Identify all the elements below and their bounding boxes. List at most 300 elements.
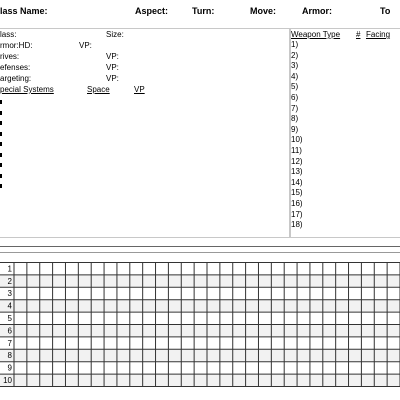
damage-grid-cell[interactable] — [208, 362, 220, 373]
damage-grid-cell[interactable] — [92, 362, 104, 373]
damage-grid-cell[interactable] — [182, 313, 194, 324]
damage-grid-cell[interactable] — [285, 362, 297, 373]
damage-grid-cell[interactable] — [169, 350, 181, 361]
damage-grid-cell[interactable] — [272, 325, 284, 336]
damage-grid-cell[interactable] — [169, 275, 181, 286]
damage-grid-cell[interactable] — [169, 300, 181, 311]
damage-grid-cell[interactable] — [15, 337, 27, 348]
damage-grid-cell[interactable] — [208, 288, 220, 299]
damage-grid-cell[interactable] — [15, 375, 27, 386]
damage-grid-cell[interactable] — [375, 325, 387, 336]
damage-grid-cell[interactable] — [298, 288, 310, 299]
damage-grid-cell[interactable] — [118, 300, 130, 311]
damage-grid-cell[interactable] — [118, 375, 130, 386]
damage-grid-cell[interactable] — [234, 350, 246, 361]
damage-grid-cell[interactable] — [66, 375, 78, 386]
damage-grid-cell[interactable] — [15, 300, 27, 311]
damage-grid-cell[interactable] — [272, 375, 284, 386]
damage-grid-cell[interactable] — [28, 350, 40, 361]
damage-grid-cell[interactable] — [157, 313, 169, 324]
damage-grid-cell[interactable] — [285, 288, 297, 299]
damage-grid-cell[interactable] — [28, 325, 40, 336]
damage-grid-cell[interactable] — [182, 375, 194, 386]
damage-grid-cell[interactable] — [311, 375, 323, 386]
damage-grid-cell[interactable] — [157, 337, 169, 348]
damage-grid-cell[interactable] — [298, 263, 310, 274]
damage-grid-cell[interactable] — [350, 313, 362, 324]
damage-grid-cell[interactable] — [221, 325, 233, 336]
damage-grid-cell[interactable] — [324, 275, 336, 286]
damage-grid-cell[interactable] — [54, 350, 66, 361]
damage-grid-cell[interactable] — [221, 375, 233, 386]
damage-grid-cell[interactable] — [298, 375, 310, 386]
damage-grid-cell[interactable] — [79, 275, 91, 286]
damage-grid-cell[interactable] — [311, 275, 323, 286]
damage-grid-cell[interactable] — [221, 263, 233, 274]
damage-grid-cell[interactable] — [15, 313, 27, 324]
damage-grid-cell[interactable] — [234, 313, 246, 324]
damage-grid-cell[interactable] — [298, 350, 310, 361]
damage-grid-cell[interactable] — [337, 350, 349, 361]
damage-grid-cell[interactable] — [311, 337, 323, 348]
damage-grid-cell[interactable] — [195, 375, 207, 386]
damage-grid-cell[interactable] — [259, 300, 271, 311]
damage-grid-cell[interactable] — [92, 350, 104, 361]
damage-grid-cell[interactable] — [66, 325, 78, 336]
damage-grid-cell[interactable] — [54, 263, 66, 274]
damage-grid-cell[interactable] — [221, 300, 233, 311]
damage-grid-cell[interactable] — [92, 325, 104, 336]
damage-grid-cell[interactable] — [375, 275, 387, 286]
damage-grid-cell[interactable] — [311, 313, 323, 324]
damage-grid-cell[interactable] — [144, 275, 156, 286]
damage-grid-cell[interactable] — [298, 362, 310, 373]
damage-grid-cell[interactable] — [298, 325, 310, 336]
damage-grid-cell[interactable] — [41, 375, 53, 386]
damage-grid-cell[interactable] — [195, 362, 207, 373]
damage-grid-cell[interactable] — [324, 375, 336, 386]
damage-grid-cell[interactable] — [131, 313, 143, 324]
damage-grid-cell[interactable] — [15, 350, 27, 361]
damage-grid-cell[interactable] — [169, 337, 181, 348]
damage-grid-cell[interactable] — [324, 313, 336, 324]
damage-grid-cell[interactable] — [350, 337, 362, 348]
damage-grid-cell[interactable] — [388, 362, 400, 373]
damage-grid-cell[interactable] — [144, 337, 156, 348]
damage-grid-cell[interactable] — [54, 375, 66, 386]
damage-grid-cell[interactable] — [105, 337, 117, 348]
damage-grid-cell[interactable] — [272, 300, 284, 311]
damage-grid-cell[interactable] — [41, 275, 53, 286]
damage-grid-cell[interactable] — [182, 288, 194, 299]
damage-grid-cell[interactable] — [105, 375, 117, 386]
damage-grid-cell[interactable] — [157, 263, 169, 274]
damage-grid-cell[interactable] — [169, 288, 181, 299]
damage-grid-cell[interactable] — [388, 375, 400, 386]
damage-grid-cell[interactable] — [388, 263, 400, 274]
damage-grid-cell[interactable] — [350, 350, 362, 361]
damage-grid-cell[interactable] — [28, 300, 40, 311]
damage-grid-cell[interactable] — [247, 300, 259, 311]
damage-grid-cell[interactable] — [118, 350, 130, 361]
damage-grid-cell[interactable] — [92, 263, 104, 274]
damage-grid-cell[interactable] — [311, 362, 323, 373]
damage-grid-cell[interactable] — [375, 362, 387, 373]
damage-grid-cell[interactable] — [234, 362, 246, 373]
damage-grid-cell[interactable] — [337, 263, 349, 274]
damage-grid-cell[interactable] — [298, 300, 310, 311]
damage-grid-cell[interactable] — [362, 313, 374, 324]
damage-grid-cell[interactable] — [259, 288, 271, 299]
damage-grid-cell[interactable] — [259, 362, 271, 373]
damage-grid-cell[interactable] — [79, 313, 91, 324]
damage-grid-cell[interactable] — [41, 300, 53, 311]
damage-grid-cell[interactable] — [131, 375, 143, 386]
damage-grid-cell[interactable] — [144, 288, 156, 299]
damage-grid-cell[interactable] — [79, 375, 91, 386]
damage-grid-cell[interactable] — [41, 350, 53, 361]
damage-grid-cell[interactable] — [272, 350, 284, 361]
damage-grid-cell[interactable] — [79, 263, 91, 274]
damage-grid-cell[interactable] — [311, 263, 323, 274]
damage-grid-cell[interactable] — [66, 350, 78, 361]
damage-grid-cell[interactable] — [324, 263, 336, 274]
damage-grid-cell[interactable] — [247, 337, 259, 348]
damage-grid-cell[interactable] — [118, 288, 130, 299]
damage-grid-cell[interactable] — [272, 337, 284, 348]
damage-grid-cell[interactable] — [362, 325, 374, 336]
damage-grid-cell[interactable] — [79, 288, 91, 299]
damage-grid-cell[interactable] — [15, 275, 27, 286]
damage-grid-cell[interactable] — [234, 300, 246, 311]
damage-grid-cell[interactable] — [324, 350, 336, 361]
damage-grid-cell[interactable] — [28, 275, 40, 286]
damage-grid-cell[interactable] — [324, 362, 336, 373]
damage-grid-cell[interactable] — [79, 337, 91, 348]
damage-grid-cell[interactable] — [92, 375, 104, 386]
damage-grid-cell[interactable] — [66, 362, 78, 373]
damage-grid-cell[interactable] — [208, 275, 220, 286]
damage-grid-cell[interactable] — [144, 350, 156, 361]
damage-grid-cell[interactable] — [362, 337, 374, 348]
damage-grid-cell[interactable] — [388, 337, 400, 348]
damage-grid-cell[interactable] — [234, 275, 246, 286]
damage-grid-cell[interactable] — [28, 288, 40, 299]
damage-grid-cell[interactable] — [195, 337, 207, 348]
damage-grid-cell[interactable] — [375, 300, 387, 311]
damage-grid-cell[interactable] — [118, 313, 130, 324]
damage-grid-cell[interactable] — [41, 313, 53, 324]
damage-grid-cell[interactable] — [298, 313, 310, 324]
damage-grid-cell[interactable] — [182, 362, 194, 373]
damage-grid-cell[interactable] — [15, 263, 27, 274]
damage-grid-cell[interactable] — [350, 362, 362, 373]
damage-grid-cell[interactable] — [131, 263, 143, 274]
damage-grid-cell[interactable] — [131, 300, 143, 311]
damage-grid-cell[interactable] — [157, 375, 169, 386]
damage-grid-cell[interactable] — [131, 275, 143, 286]
damage-grid-cell[interactable] — [157, 350, 169, 361]
damage-grid-cell[interactable] — [195, 350, 207, 361]
damage-grid-cell[interactable] — [375, 350, 387, 361]
damage-grid-cell[interactable] — [337, 275, 349, 286]
damage-grid-cell[interactable] — [92, 313, 104, 324]
damage-grid-cell[interactable] — [208, 263, 220, 274]
damage-grid-cell[interactable] — [182, 337, 194, 348]
damage-grid-cell[interactable] — [157, 325, 169, 336]
damage-grid-cell[interactable] — [298, 275, 310, 286]
damage-grid-cell[interactable] — [131, 350, 143, 361]
damage-grid-cell[interactable] — [247, 288, 259, 299]
damage-grid-cell[interactable] — [131, 337, 143, 348]
damage-grid-cell[interactable] — [144, 325, 156, 336]
damage-grid-cell[interactable] — [247, 275, 259, 286]
damage-grid-cell[interactable] — [247, 362, 259, 373]
damage-grid-cell[interactable] — [105, 313, 117, 324]
damage-grid-cell[interactable] — [144, 362, 156, 373]
damage-grid-cell[interactable] — [131, 362, 143, 373]
damage-grid-cell[interactable] — [375, 375, 387, 386]
damage-grid-cell[interactable] — [272, 313, 284, 324]
damage-grid-cell[interactable] — [375, 288, 387, 299]
damage-grid-cell[interactable] — [182, 275, 194, 286]
damage-grid-cell[interactable] — [362, 288, 374, 299]
damage-grid-cell[interactable] — [15, 362, 27, 373]
damage-grid-cell[interactable] — [144, 313, 156, 324]
damage-grid-cell[interactable] — [259, 375, 271, 386]
damage-grid-cell[interactable] — [28, 263, 40, 274]
damage-grid-cell[interactable] — [272, 288, 284, 299]
damage-grid-cell[interactable] — [195, 313, 207, 324]
damage-grid-cell[interactable] — [350, 288, 362, 299]
damage-grid-cell[interactable] — [195, 300, 207, 311]
damage-grid-cell[interactable] — [350, 275, 362, 286]
damage-grid-cell[interactable] — [362, 350, 374, 361]
damage-grid-cell[interactable] — [105, 275, 117, 286]
damage-grid-cell[interactable] — [272, 275, 284, 286]
damage-grid-cell[interactable] — [144, 300, 156, 311]
damage-grid-cell[interactable] — [182, 263, 194, 274]
damage-grid-cell[interactable] — [105, 362, 117, 373]
damage-grid-cell[interactable] — [259, 275, 271, 286]
damage-grid-cell[interactable] — [208, 337, 220, 348]
damage-grid-cell[interactable] — [66, 263, 78, 274]
damage-grid-cell[interactable] — [221, 288, 233, 299]
damage-grid-cell[interactable] — [66, 300, 78, 311]
damage-grid-cell[interactable] — [144, 263, 156, 274]
damage-grid-cell[interactable] — [221, 350, 233, 361]
damage-grid-cell[interactable] — [285, 263, 297, 274]
damage-grid-cell[interactable] — [118, 362, 130, 373]
damage-grid-cell[interactable] — [259, 263, 271, 274]
damage-grid-cell[interactable] — [105, 325, 117, 336]
damage-grid-cell[interactable] — [221, 362, 233, 373]
damage-grid-cell[interactable] — [337, 288, 349, 299]
damage-grid-cell[interactable] — [92, 275, 104, 286]
damage-grid-cell[interactable] — [375, 263, 387, 274]
damage-grid-cell[interactable] — [311, 288, 323, 299]
damage-grid-cell[interactable] — [28, 313, 40, 324]
damage-grid-cell[interactable] — [234, 337, 246, 348]
damage-grid-cell[interactable] — [388, 300, 400, 311]
damage-grid-cell[interactable] — [375, 313, 387, 324]
damage-grid-cell[interactable] — [285, 275, 297, 286]
damage-grid-cell[interactable] — [350, 263, 362, 274]
damage-grid-cell[interactable] — [79, 362, 91, 373]
damage-grid-cell[interactable] — [259, 313, 271, 324]
damage-grid-cell[interactable] — [54, 288, 66, 299]
damage-grid-cell[interactable] — [41, 288, 53, 299]
damage-grid-cell[interactable] — [157, 300, 169, 311]
damage-grid-cell[interactable] — [259, 325, 271, 336]
damage-grid-cell[interactable] — [92, 288, 104, 299]
damage-grid-cell[interactable] — [41, 362, 53, 373]
damage-grid-cell[interactable] — [54, 275, 66, 286]
damage-grid-cell[interactable] — [362, 375, 374, 386]
damage-grid-cell[interactable] — [92, 337, 104, 348]
damage-grid-cell[interactable] — [182, 325, 194, 336]
damage-grid-cell[interactable] — [362, 300, 374, 311]
damage-grid-cell[interactable] — [247, 325, 259, 336]
damage-grid-cell[interactable] — [54, 362, 66, 373]
damage-grid-cell[interactable] — [131, 325, 143, 336]
damage-grid-cell[interactable] — [337, 300, 349, 311]
damage-grid-cell[interactable] — [92, 300, 104, 311]
damage-grid-cell[interactable] — [324, 288, 336, 299]
damage-grid-cell[interactable] — [105, 350, 117, 361]
damage-grid-cell[interactable] — [41, 337, 53, 348]
damage-grid-cell[interactable] — [285, 313, 297, 324]
damage-grid-cell[interactable] — [234, 263, 246, 274]
damage-grid-cell[interactable] — [272, 362, 284, 373]
damage-grid-cell[interactable] — [375, 337, 387, 348]
damage-grid-cell[interactable] — [247, 263, 259, 274]
damage-grid-cell[interactable] — [259, 350, 271, 361]
damage-grid-cell[interactable] — [208, 375, 220, 386]
damage-grid-cell[interactable] — [337, 325, 349, 336]
damage-grid-cell[interactable] — [105, 263, 117, 274]
damage-grid-cell[interactable] — [157, 288, 169, 299]
damage-grid-cell[interactable] — [247, 375, 259, 386]
damage-grid-cell[interactable] — [118, 325, 130, 336]
damage-grid-cell[interactable] — [388, 288, 400, 299]
damage-grid-cell[interactable] — [285, 300, 297, 311]
damage-grid-cell[interactable] — [54, 337, 66, 348]
damage-grid-cell[interactable] — [157, 275, 169, 286]
damage-grid-cell[interactable] — [169, 362, 181, 373]
damage-grid-cell[interactable] — [350, 375, 362, 386]
damage-grid-cell[interactable] — [285, 337, 297, 348]
damage-grid-cell[interactable] — [105, 288, 117, 299]
damage-grid-cell[interactable] — [337, 375, 349, 386]
damage-grid-cell[interactable] — [54, 313, 66, 324]
damage-grid-cell[interactable] — [311, 300, 323, 311]
damage-grid-cell[interactable] — [311, 325, 323, 336]
damage-grid-cell[interactable] — [195, 275, 207, 286]
damage-grid-cell[interactable] — [157, 362, 169, 373]
damage-grid-cell[interactable] — [118, 263, 130, 274]
damage-grid-cell[interactable] — [362, 275, 374, 286]
damage-grid-cell[interactable] — [247, 350, 259, 361]
damage-grid-cell[interactable] — [66, 288, 78, 299]
damage-grid-cell[interactable] — [285, 375, 297, 386]
damage-grid-cell[interactable] — [221, 337, 233, 348]
damage-grid-cell[interactable] — [362, 362, 374, 373]
damage-grid-cell[interactable] — [66, 337, 78, 348]
damage-grid-cell[interactable] — [324, 325, 336, 336]
damage-grid-cell[interactable] — [118, 275, 130, 286]
damage-grid-cell[interactable] — [195, 325, 207, 336]
damage-grid-cell[interactable] — [311, 350, 323, 361]
damage-grid-cell[interactable] — [28, 362, 40, 373]
damage-grid-cell[interactable] — [285, 325, 297, 336]
damage-grid-cell[interactable] — [195, 263, 207, 274]
damage-grid-cell[interactable] — [131, 288, 143, 299]
damage-grid-cell[interactable] — [54, 325, 66, 336]
damage-grid-cell[interactable] — [388, 275, 400, 286]
damage-grid-cell[interactable] — [66, 275, 78, 286]
damage-grid-cell[interactable] — [234, 288, 246, 299]
damage-grid-cell[interactable] — [234, 375, 246, 386]
damage-grid-cell[interactable] — [182, 300, 194, 311]
damage-grid-cell[interactable] — [285, 350, 297, 361]
damage-grid-cell[interactable] — [362, 263, 374, 274]
damage-grid-cell[interactable] — [221, 313, 233, 324]
damage-grid-cell[interactable] — [144, 375, 156, 386]
damage-grid-cell[interactable] — [247, 313, 259, 324]
damage-grid-cell[interactable] — [15, 288, 27, 299]
damage-grid-cell[interactable] — [54, 300, 66, 311]
damage-grid-cell[interactable] — [350, 325, 362, 336]
damage-grid-cell[interactable] — [79, 300, 91, 311]
damage-grid-cell[interactable] — [324, 337, 336, 348]
damage-grid-cell[interactable] — [28, 375, 40, 386]
damage-grid-cell[interactable] — [118, 337, 130, 348]
damage-grid-cell[interactable] — [208, 313, 220, 324]
damage-grid-cell[interactable] — [298, 337, 310, 348]
damage-grid-cell[interactable] — [182, 350, 194, 361]
damage-grid-cell[interactable] — [79, 325, 91, 336]
damage-grid-cell[interactable] — [208, 300, 220, 311]
damage-grid-cell[interactable] — [105, 300, 117, 311]
damage-grid-cell[interactable] — [259, 337, 271, 348]
damage-grid-cell[interactable] — [208, 325, 220, 336]
damage-grid-cell[interactable] — [195, 288, 207, 299]
damage-grid-cell[interactable] — [66, 313, 78, 324]
damage-grid-cell[interactable] — [79, 350, 91, 361]
damage-grid-cell[interactable] — [169, 263, 181, 274]
damage-grid-cell[interactable] — [324, 300, 336, 311]
damage-grid-cell[interactable] — [28, 337, 40, 348]
damage-grid-cell[interactable] — [41, 325, 53, 336]
damage-grid-cell[interactable] — [169, 375, 181, 386]
damage-grid-cell[interactable] — [337, 362, 349, 373]
damage-grid-cell[interactable] — [41, 263, 53, 274]
damage-grid-cell[interactable] — [234, 325, 246, 336]
damage-grid-cell[interactable] — [388, 313, 400, 324]
damage-grid-cell[interactable] — [221, 275, 233, 286]
damage-grid-cell[interactable] — [169, 313, 181, 324]
damage-grid-cell[interactable] — [350, 300, 362, 311]
damage-grid-cell[interactable] — [169, 325, 181, 336]
damage-grid-cell[interactable] — [15, 325, 27, 336]
damage-grid-cell[interactable] — [337, 337, 349, 348]
damage-grid-cell[interactable] — [272, 263, 284, 274]
damage-grid-cell[interactable] — [208, 350, 220, 361]
damage-grid-cell[interactable] — [337, 313, 349, 324]
damage-grid-cell[interactable] — [388, 325, 400, 336]
damage-grid-cell[interactable] — [388, 350, 400, 361]
